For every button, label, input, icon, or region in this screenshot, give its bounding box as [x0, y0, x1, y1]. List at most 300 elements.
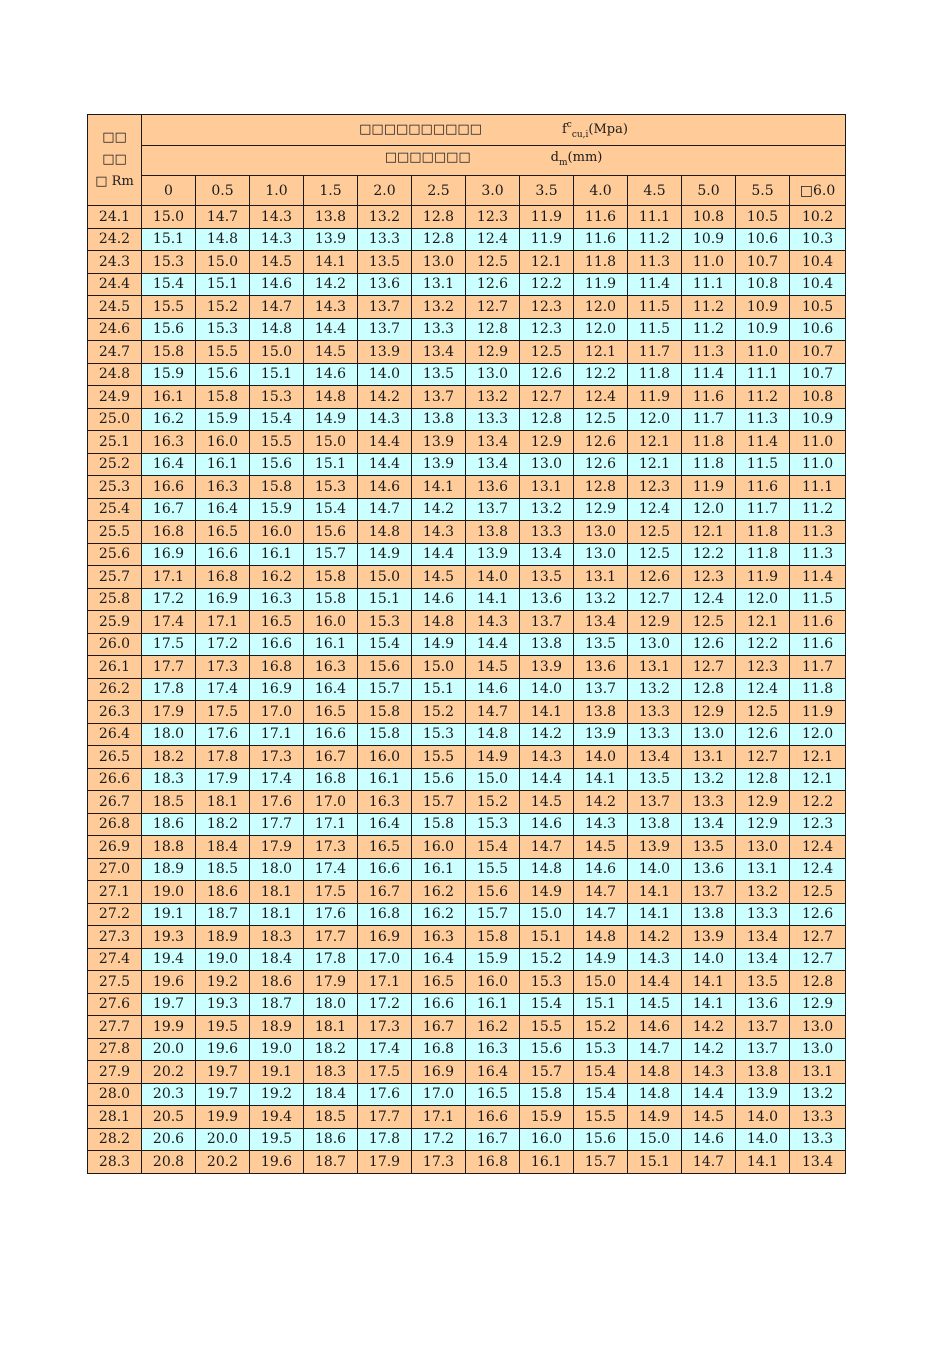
value-cell: 13.2 — [520, 498, 574, 521]
value-cell: 20.8 — [142, 1151, 196, 1174]
value-cell: 13.7 — [574, 678, 628, 701]
table-body — [88, 206, 846, 1174]
value-cell: 11.4 — [736, 431, 790, 454]
value-cell: 16.3 — [196, 476, 250, 499]
value-cell: 11.2 — [628, 228, 682, 251]
table-row — [88, 228, 846, 251]
value-cell: 13.6 — [520, 588, 574, 611]
value-cell: 15.2 — [412, 701, 466, 724]
value-cell: 14.1 — [412, 476, 466, 499]
value-cell: 13.9 — [628, 836, 682, 859]
value-cell: 16.8 — [358, 903, 412, 926]
value-cell: 13.9 — [412, 431, 466, 454]
value-cell: 13.9 — [736, 1083, 790, 1106]
value-cell: 14.6 — [520, 813, 574, 836]
value-cell: 12.3 — [790, 813, 846, 836]
value-cell: 16.0 — [520, 1128, 574, 1151]
rm-cell: 25.8 — [88, 588, 142, 611]
value-cell: 11.8 — [736, 521, 790, 544]
rm-cell: 27.6 — [88, 993, 142, 1016]
value-cell: 17.9 — [196, 768, 250, 791]
value-cell: 11.6 — [790, 611, 846, 634]
value-cell: 14.1 — [682, 971, 736, 994]
value-cell: 17.5 — [304, 881, 358, 904]
value-cell: 11.0 — [682, 251, 736, 274]
value-cell: 18.1 — [304, 1016, 358, 1039]
value-cell: 16.8 — [142, 521, 196, 544]
carbonation-unit: (mm) — [567, 150, 603, 165]
value-cell: 18.4 — [304, 1083, 358, 1106]
value-cell: 14.8 — [412, 611, 466, 634]
value-cell: 13.8 — [682, 903, 736, 926]
value-cell: 11.1 — [682, 273, 736, 296]
value-cell: 11.8 — [790, 678, 846, 701]
value-cell: 15.1 — [358, 588, 412, 611]
table-row — [88, 363, 846, 386]
strength-symbol-sup: c — [566, 120, 572, 130]
value-cell: 10.3 — [790, 228, 846, 251]
value-cell: 11.9 — [574, 273, 628, 296]
value-cell: 15.6 — [520, 1038, 574, 1061]
value-cell: 12.3 — [466, 206, 520, 229]
value-cell: 13.1 — [682, 746, 736, 769]
value-cell: 16.6 — [142, 476, 196, 499]
value-cell: 13.2 — [412, 296, 466, 319]
value-cell: 15.3 — [196, 318, 250, 341]
value-cell: 12.1 — [628, 453, 682, 476]
value-cell: 19.3 — [142, 926, 196, 949]
value-cell: 13.5 — [358, 251, 412, 274]
value-cell: 10.8 — [682, 206, 736, 229]
value-cell: 17.0 — [250, 701, 304, 724]
value-cell: 11.8 — [682, 431, 736, 454]
value-cell: 12.9 — [574, 498, 628, 521]
value-cell: 13.0 — [790, 1016, 846, 1039]
value-cell: 14.7 — [250, 296, 304, 319]
value-cell: 15.6 — [412, 768, 466, 791]
value-cell: 14.4 — [304, 318, 358, 341]
value-cell: 18.7 — [250, 993, 304, 1016]
value-cell: 13.9 — [520, 656, 574, 679]
value-cell: 14.5 — [466, 656, 520, 679]
value-cell: 14.3 — [574, 813, 628, 836]
rm-cell: 24.9 — [88, 386, 142, 409]
value-cell: 13.2 — [358, 206, 412, 229]
value-cell: 14.6 — [466, 678, 520, 701]
value-cell: 10.2 — [790, 206, 846, 229]
value-cell: 15.3 — [358, 611, 412, 634]
value-cell: 10.6 — [790, 318, 846, 341]
value-cell: 15.9 — [142, 363, 196, 386]
value-cell: 16.0 — [250, 521, 304, 544]
value-cell: 18.1 — [250, 903, 304, 926]
value-cell: 14.7 — [466, 701, 520, 724]
value-cell: 12.5 — [628, 543, 682, 566]
carbonation-title-cell — [142, 146, 846, 176]
value-cell: 12.7 — [466, 296, 520, 319]
rm-cell: 26.5 — [88, 746, 142, 769]
value-cell: 20.6 — [142, 1128, 196, 1151]
value-cell: 14.1 — [628, 881, 682, 904]
value-cell: 17.3 — [250, 746, 304, 769]
rm-cell: 24.7 — [88, 341, 142, 364]
value-cell: 11.6 — [790, 633, 846, 656]
value-cell: 13.4 — [412, 341, 466, 364]
value-cell: 15.3 — [412, 723, 466, 746]
value-cell: 16.0 — [466, 971, 520, 994]
value-cell: 12.8 — [412, 206, 466, 229]
corner-line: □ Rm — [95, 174, 134, 189]
value-cell: 14.7 — [358, 498, 412, 521]
value-cell: 12.4 — [628, 498, 682, 521]
value-cell: 13.7 — [412, 386, 466, 409]
value-cell: 17.8 — [196, 746, 250, 769]
value-cell: 11.6 — [574, 206, 628, 229]
table-row — [88, 791, 846, 814]
value-cell: 13.3 — [790, 1128, 846, 1151]
value-cell: 17.3 — [196, 656, 250, 679]
table-row — [88, 948, 846, 971]
value-cell: 13.0 — [628, 633, 682, 656]
value-cell: 18.9 — [250, 1016, 304, 1039]
value-cell: 14.8 — [466, 723, 520, 746]
value-cell: 13.8 — [574, 701, 628, 724]
value-cell: 18.0 — [250, 858, 304, 881]
value-cell: 16.8 — [304, 768, 358, 791]
value-cell: 16.9 — [142, 543, 196, 566]
value-cell: 12.7 — [520, 386, 574, 409]
value-cell: 15.0 — [574, 971, 628, 994]
value-cell: 12.1 — [628, 431, 682, 454]
value-cell: 14.1 — [520, 701, 574, 724]
value-cell: 17.1 — [142, 566, 196, 589]
value-cell: 15.8 — [358, 701, 412, 724]
value-cell: 15.8 — [466, 926, 520, 949]
value-cell: 14.8 — [520, 858, 574, 881]
table-row — [88, 611, 846, 634]
value-cell: 18.7 — [196, 903, 250, 926]
value-cell: 16.0 — [358, 746, 412, 769]
value-cell: 11.3 — [790, 521, 846, 544]
value-cell: 12.2 — [520, 273, 574, 296]
value-cell: 15.8 — [358, 723, 412, 746]
value-cell: 16.6 — [466, 1106, 520, 1129]
rm-cell: 27.1 — [88, 881, 142, 904]
value-cell: 16.3 — [358, 791, 412, 814]
value-cell: 12.0 — [628, 408, 682, 431]
value-cell: 14.4 — [412, 543, 466, 566]
value-cell: 14.3 — [628, 948, 682, 971]
table-row — [88, 1083, 846, 1106]
table-row — [88, 701, 846, 724]
value-cell: 12.7 — [790, 948, 846, 971]
value-cell: 14.0 — [736, 1106, 790, 1129]
value-cell: 11.2 — [682, 296, 736, 319]
value-cell: 12.9 — [736, 791, 790, 814]
value-cell: 16.2 — [466, 1016, 520, 1039]
value-cell: 15.7 — [466, 903, 520, 926]
value-cell: 15.7 — [304, 543, 358, 566]
value-cell: 13.2 — [628, 678, 682, 701]
value-cell: 17.0 — [304, 791, 358, 814]
value-cell: 14.7 — [196, 206, 250, 229]
table-row — [88, 1061, 846, 1084]
value-cell: 15.8 — [250, 476, 304, 499]
value-cell: 17.6 — [304, 903, 358, 926]
value-cell: 11.3 — [628, 251, 682, 274]
column-header: 3.5 — [520, 176, 574, 206]
value-cell: 12.0 — [574, 318, 628, 341]
value-cell: 12.9 — [628, 611, 682, 634]
value-cell: 17.8 — [304, 948, 358, 971]
value-cell: 17.9 — [304, 971, 358, 994]
value-cell: 17.2 — [358, 993, 412, 1016]
value-cell: 12.3 — [736, 656, 790, 679]
value-cell: 13.6 — [466, 476, 520, 499]
value-cell: 10.4 — [790, 273, 846, 296]
rm-cell: 27.8 — [88, 1038, 142, 1061]
rm-cell: 27.7 — [88, 1016, 142, 1039]
value-cell: 12.0 — [682, 498, 736, 521]
value-cell: 16.7 — [412, 1016, 466, 1039]
value-cell: 15.5 — [412, 746, 466, 769]
value-cell: 12.3 — [520, 318, 574, 341]
rm-cell: 27.0 — [88, 858, 142, 881]
value-cell: 15.6 — [358, 656, 412, 679]
value-cell: 15.0 — [358, 566, 412, 589]
value-cell: 13.7 — [358, 318, 412, 341]
value-cell: 12.8 — [520, 408, 574, 431]
value-cell: 14.9 — [304, 408, 358, 431]
value-cell: 12.0 — [736, 588, 790, 611]
value-cell: 12.0 — [574, 296, 628, 319]
value-cell: 15.5 — [574, 1106, 628, 1129]
rm-cell: 26.0 — [88, 633, 142, 656]
value-cell: 11.9 — [736, 566, 790, 589]
value-cell: 19.1 — [142, 903, 196, 926]
value-cell: 12.9 — [682, 701, 736, 724]
value-cell: 16.6 — [250, 633, 304, 656]
value-cell: 12.2 — [736, 633, 790, 656]
value-cell: 16.9 — [250, 678, 304, 701]
value-cell: 11.2 — [736, 386, 790, 409]
value-cell: 11.0 — [790, 431, 846, 454]
value-cell: 19.7 — [196, 1061, 250, 1084]
value-cell: 13.2 — [574, 588, 628, 611]
value-cell: 18.9 — [142, 858, 196, 881]
value-cell: 13.7 — [682, 881, 736, 904]
value-cell: 13.9 — [358, 341, 412, 364]
value-cell: 12.6 — [466, 273, 520, 296]
value-cell: 18.0 — [304, 993, 358, 1016]
strength-unit: (Mpa) — [588, 122, 628, 137]
value-cell: 12.4 — [790, 858, 846, 881]
rm-cell: 28.3 — [88, 1151, 142, 1174]
value-cell: 18.5 — [196, 858, 250, 881]
value-cell: 16.1 — [520, 1151, 574, 1174]
value-cell: 13.0 — [682, 723, 736, 746]
value-cell: 15.4 — [574, 1083, 628, 1106]
value-cell: 14.6 — [358, 476, 412, 499]
value-cell: 15.9 — [466, 948, 520, 971]
value-cell: 13.7 — [358, 296, 412, 319]
value-cell: 14.2 — [412, 498, 466, 521]
value-cell: 16.7 — [142, 498, 196, 521]
value-cell: 13.0 — [790, 1038, 846, 1061]
value-cell: 14.6 — [682, 1128, 736, 1151]
table-row — [88, 318, 846, 341]
value-cell: 15.4 — [250, 408, 304, 431]
value-cell: 16.5 — [250, 611, 304, 634]
value-cell: 11.3 — [682, 341, 736, 364]
value-cell: 17.6 — [358, 1083, 412, 1106]
value-cell: 14.7 — [682, 1151, 736, 1174]
value-cell: 15.5 — [466, 858, 520, 881]
rm-cell: 27.4 — [88, 948, 142, 971]
value-cell: 16.3 — [142, 431, 196, 454]
value-cell: 11.3 — [736, 408, 790, 431]
value-cell: 14.1 — [304, 251, 358, 274]
value-cell: 16.2 — [142, 408, 196, 431]
value-cell: 15.8 — [304, 566, 358, 589]
value-cell: 12.9 — [466, 341, 520, 364]
value-cell: 12.7 — [628, 588, 682, 611]
value-cell: 17.6 — [250, 791, 304, 814]
value-cell: 14.3 — [466, 611, 520, 634]
value-cell: 15.6 — [466, 881, 520, 904]
rm-cell: 24.3 — [88, 251, 142, 274]
value-cell: 13.5 — [736, 971, 790, 994]
column-header: 5.0 — [682, 176, 736, 206]
rm-cell: 25.6 — [88, 543, 142, 566]
value-cell: 16.6 — [196, 543, 250, 566]
value-cell: 12.1 — [790, 768, 846, 791]
value-cell: 18.5 — [142, 791, 196, 814]
value-cell: 14.2 — [574, 791, 628, 814]
value-cell: 13.1 — [412, 273, 466, 296]
rm-cell: 24.6 — [88, 318, 142, 341]
rm-cell: 24.8 — [88, 363, 142, 386]
value-cell: 15.0 — [304, 431, 358, 454]
value-cell: 14.9 — [520, 881, 574, 904]
value-cell: 14.7 — [628, 1038, 682, 1061]
table-row — [88, 588, 846, 611]
rm-cell: 24.4 — [88, 273, 142, 296]
value-cell: 15.0 — [196, 251, 250, 274]
table-row — [88, 903, 846, 926]
value-cell: 17.5 — [358, 1061, 412, 1084]
value-cell: 10.8 — [790, 386, 846, 409]
rm-cell: 26.8 — [88, 813, 142, 836]
value-cell: 16.4 — [196, 498, 250, 521]
value-cell: 11.0 — [790, 453, 846, 476]
table-row — [88, 431, 846, 454]
value-cell: 15.4 — [304, 498, 358, 521]
value-cell: 14.3 — [250, 206, 304, 229]
value-cell: 12.5 — [466, 251, 520, 274]
table-row — [88, 971, 846, 994]
value-cell: 13.4 — [736, 948, 790, 971]
value-cell: 20.0 — [142, 1038, 196, 1061]
value-cell: 12.4 — [574, 386, 628, 409]
value-cell: 18.2 — [304, 1038, 358, 1061]
value-cell: 18.7 — [304, 1151, 358, 1174]
column-header-row — [88, 176, 846, 206]
value-cell: 15.4 — [466, 836, 520, 859]
value-cell: 17.4 — [358, 1038, 412, 1061]
rm-cell: 26.2 — [88, 678, 142, 701]
value-cell: 18.8 — [142, 836, 196, 859]
table-row — [88, 498, 846, 521]
value-cell: 16.4 — [142, 453, 196, 476]
strength-title-cell — [142, 115, 846, 146]
corner-line: □□ — [102, 152, 127, 167]
value-cell: 11.9 — [628, 386, 682, 409]
value-cell: 16.8 — [250, 656, 304, 679]
value-cell: 11.8 — [682, 453, 736, 476]
table-row — [88, 1106, 846, 1129]
value-cell: 14.8 — [358, 521, 412, 544]
value-cell: 15.1 — [196, 273, 250, 296]
value-cell: 14.1 — [628, 903, 682, 926]
value-cell: 14.6 — [628, 1016, 682, 1039]
value-cell: 14.5 — [304, 341, 358, 364]
value-cell: 19.2 — [250, 1083, 304, 1106]
value-cell: 12.2 — [682, 543, 736, 566]
value-cell: 15.1 — [304, 453, 358, 476]
table-row — [88, 296, 846, 319]
value-cell: 12.7 — [682, 656, 736, 679]
table-row — [88, 206, 846, 229]
value-cell: 13.3 — [412, 318, 466, 341]
value-cell: 14.8 — [628, 1083, 682, 1106]
value-cell: 19.7 — [196, 1083, 250, 1106]
value-cell: 16.1 — [304, 633, 358, 656]
value-cell: 12.8 — [682, 678, 736, 701]
column-header: 0.5 — [196, 176, 250, 206]
value-cell: 14.1 — [574, 768, 628, 791]
value-cell: 12.9 — [790, 993, 846, 1016]
carbonation-title-label: □□□□□□□ — [384, 150, 471, 165]
value-cell: 18.9 — [196, 926, 250, 949]
value-cell: 15.1 — [574, 993, 628, 1016]
value-cell: 13.5 — [520, 566, 574, 589]
value-cell: 16.1 — [142, 386, 196, 409]
value-cell: 13.9 — [466, 543, 520, 566]
carbonation-symbol: d — [550, 150, 559, 165]
value-cell: 11.9 — [520, 228, 574, 251]
value-cell: 12.9 — [736, 813, 790, 836]
value-cell: 20.2 — [142, 1061, 196, 1084]
value-cell: 14.6 — [412, 588, 466, 611]
value-cell: 12.6 — [790, 903, 846, 926]
value-cell: 19.4 — [250, 1106, 304, 1129]
value-cell: 20.0 — [196, 1128, 250, 1151]
value-cell: 13.3 — [358, 228, 412, 251]
rm-cell: 25.4 — [88, 498, 142, 521]
value-cell: 16.0 — [196, 431, 250, 454]
value-cell: 14.7 — [520, 836, 574, 859]
column-header: □6.0 — [790, 176, 846, 206]
value-cell: 13.1 — [736, 858, 790, 881]
value-cell: 15.3 — [250, 386, 304, 409]
value-cell: 14.2 — [628, 926, 682, 949]
value-cell: 14.4 — [358, 431, 412, 454]
value-cell: 16.2 — [250, 566, 304, 589]
value-cell: 15.3 — [520, 971, 574, 994]
value-cell: 10.6 — [736, 228, 790, 251]
value-cell: 19.6 — [142, 971, 196, 994]
